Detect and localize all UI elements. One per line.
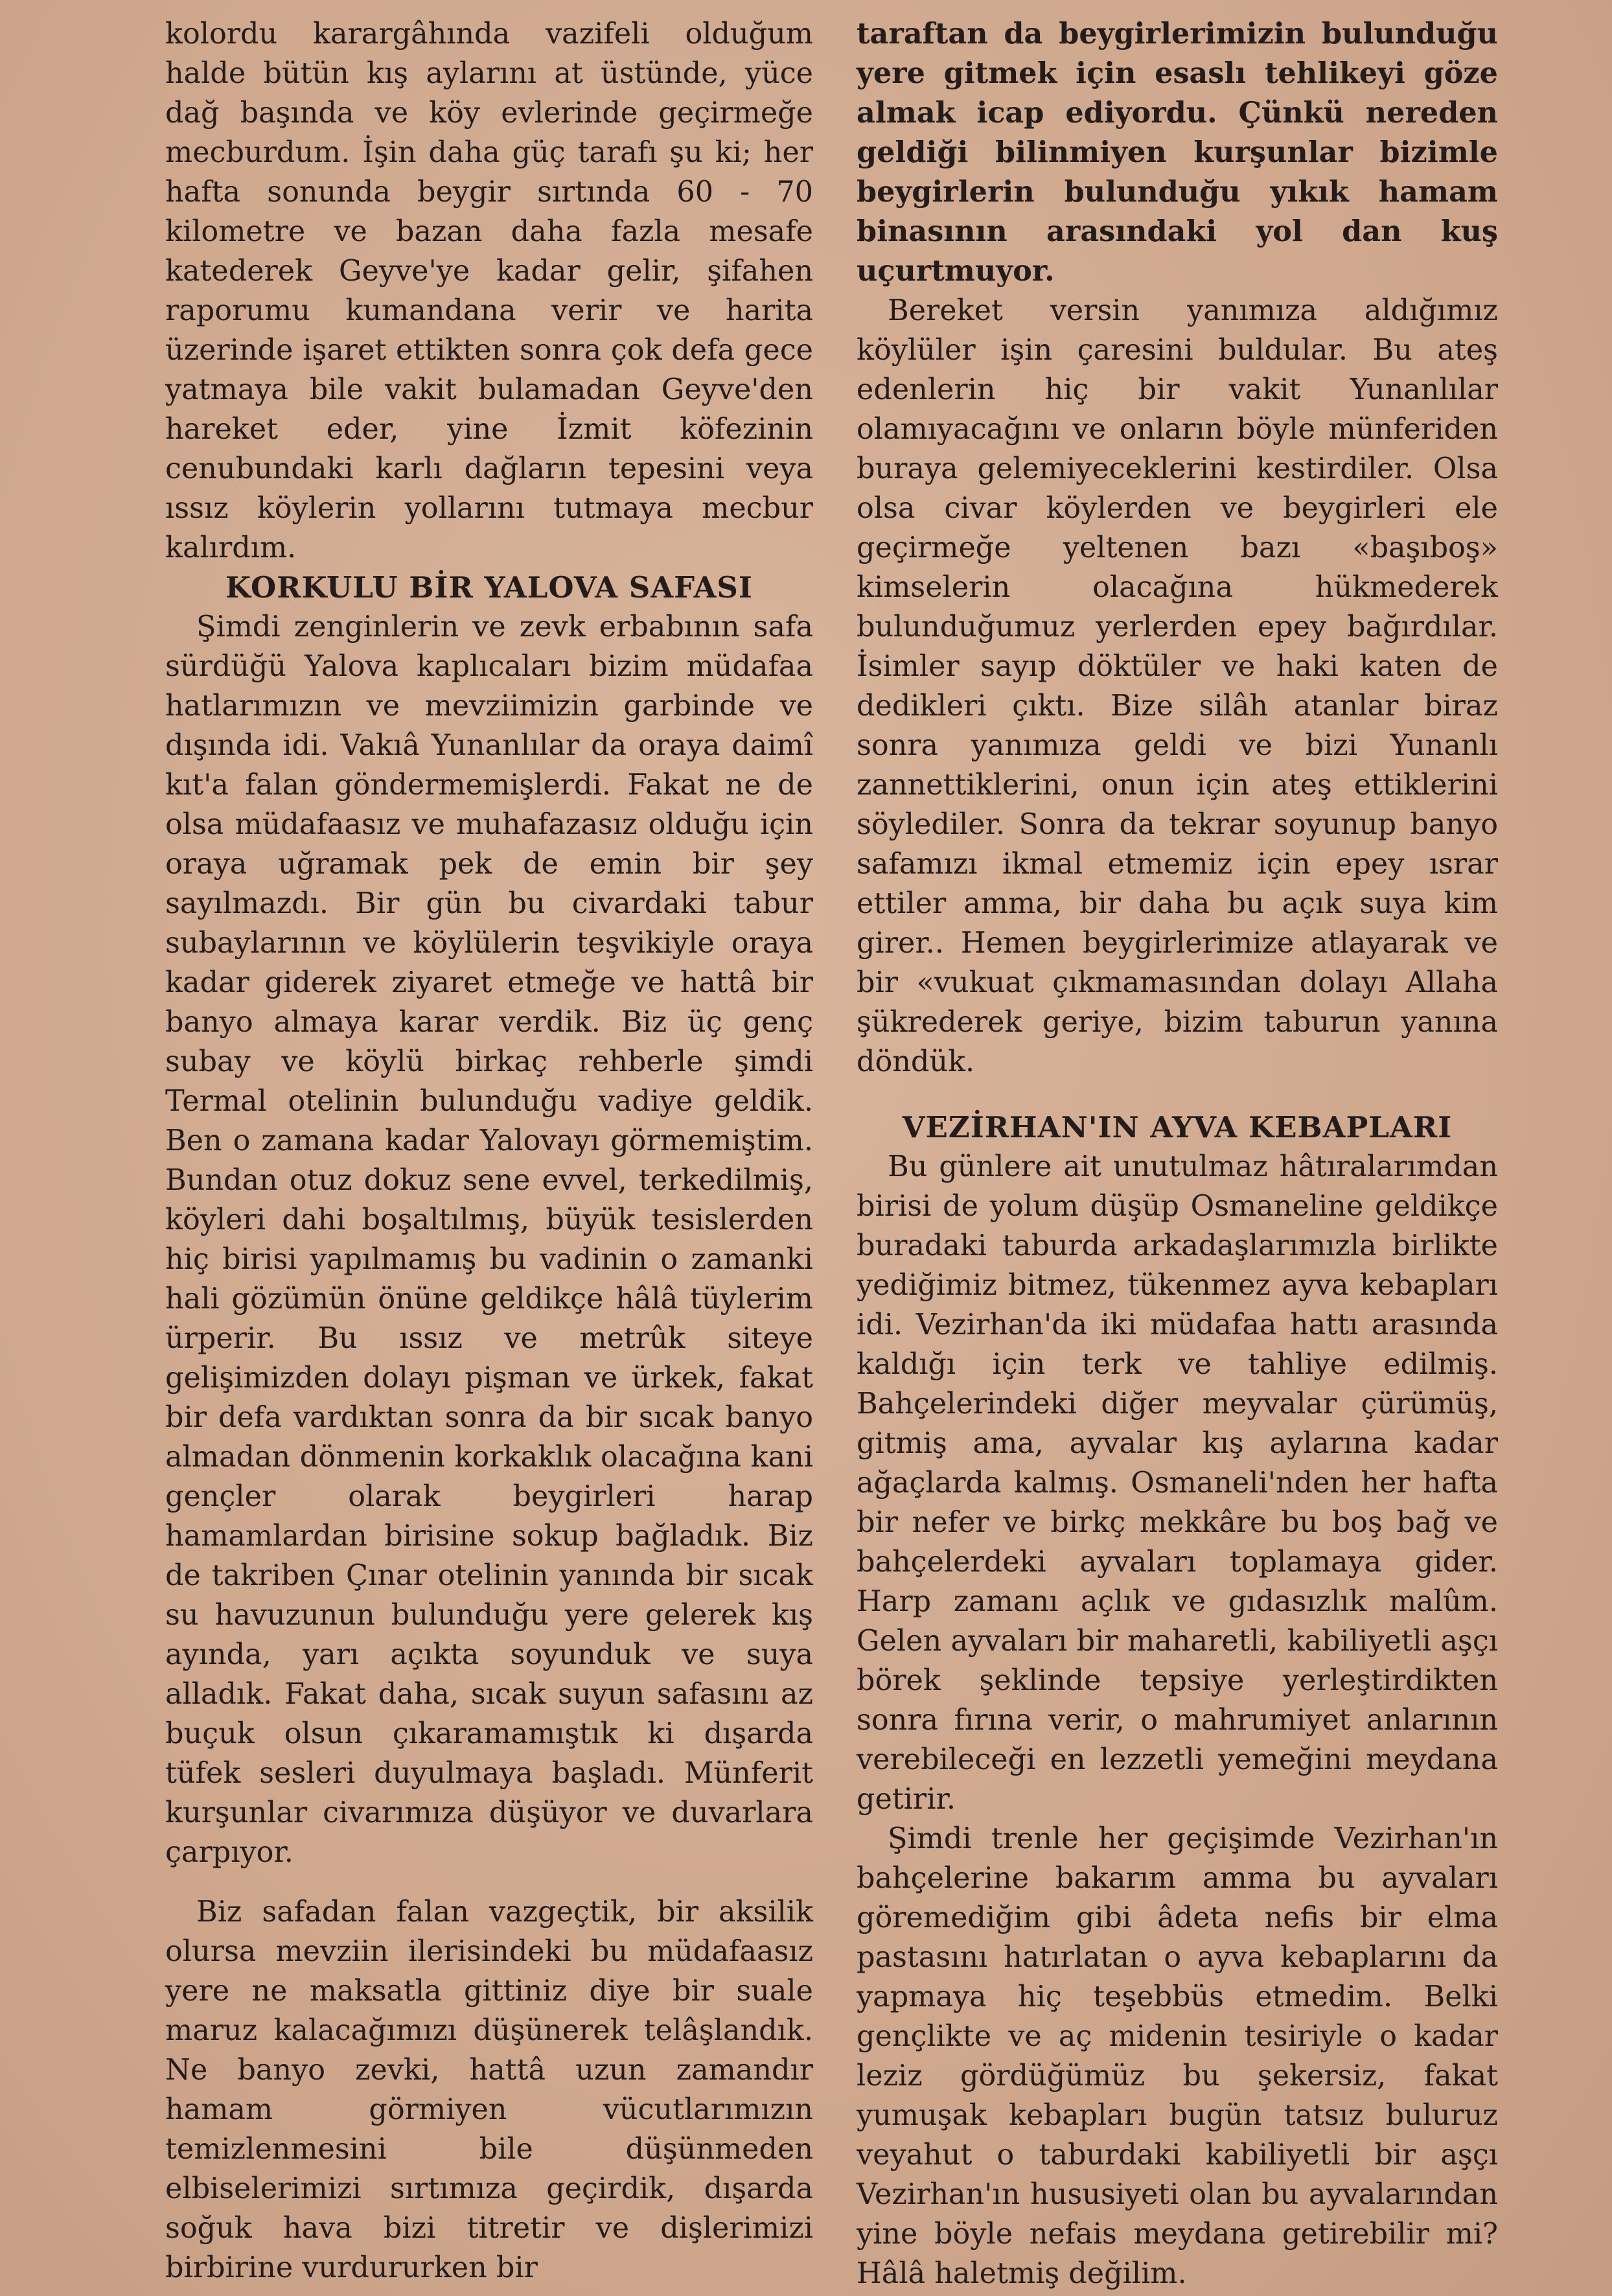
paragraph: taraftan da beygirlerimizin bulunduğu yere gitmek için esaslı tehlikeyi göze almak icap ediyordu. Çünkü nereden geldiği bilinmiyen kurşunlar bizimle beygirlerin bulunduğu yıkık hamam binasının arasındaki yol dan kuş uçurtmuyor. <box>857 17 1498 288</box>
section-heading: VEZİRHAN'IN AYVA KEBAPLARI <box>902 1110 1453 1144</box>
paragraph: kolordu karargâhında vazifeli olduğum halde bütün kış aylarını at üstünde, yüce dağ başında ve köy evlerinde geçirmeğe mecburdum. İşin daha güç tarafı şu ki; her hafta sonunda beygir sırtında 60 - 70 kilometre ve bazan daha fazla mesafe katederek Geyve'ye kadar gelir, şifahen raporumu kumandana verir ve harita üzerinde işaret ettikten sonra çok defa gece yatmaya bile vakit bulamadan Geyve'den hareket eder, yine İzmit köfezinin cenubundaki karlı dağların tepesini veya ıssız köylerin yollarını tutmaya mecbur kalırdım. <box>165 17 813 564</box>
section-heading: KORKULU BİR YALOVA SAFASI <box>225 570 753 605</box>
paragraph: Bu günlere ait unutulmaz hâtıralarımdan birisi de yolum düşüp Osmaneline geldikçe buradaki taburda arkadaşlarımızla birlikte yediğimiz bitmez, tükenmez ayva kebapları idi. Vezirhan'da iki müdafaa hattı arasında kaldığı için terk ve tahliye edilmiş. Bahçelerindeki diğer meyvalar çürümüş, gitmiş ama, ayvalar kış aylarına kadar ağaçlarda kalmış. Osmaneli'nden her hafta bir nefer ve birkç mekkâre bu boş bağ ve bahçelerdeki ayvaları toplamaya gider. Harp zamanı açlık ve gıdasızlık malûm. Gelen ayvaları bir maharetli, kabiliyetli aşçı börek şeklinde tepsiye yerleştirdikten sonra fırına verir, o mahrumiyet anlarının verebileceği en lezzetli yemeğini meydana getirir. <box>857 1150 1498 1816</box>
paragraph: Şimdi zenginlerin ve zevk erbabının safa sürdüğü Yalova kaplıcaları bizim müdafaa hatlarımızın ve mevziimizin garbinde ve dışında idi. Vakıâ Yunanlılar da oraya daimî kıt'a falan göndermemişlerdi. Fakat ne de olsa müdafaasız ve muhafazasız olduğu için oraya uğramak pek de emin bir şey sayılmazdı. Bir gün bu civardaki tabur subaylarının ve köylülerin teşvikiyle oraya kadar giderek ziyaret etmeğe ve hattâ bir banyo almaya karar verdik. Biz üç genç subay ve köylü birkaç rehberle şimdi Termal otelinin bulunduğu vadiye geldik. Ben o zamana kadar Yalovayı görmemiştim. Bundan otuz dokuz sene evvel, terkedilmiş, köyleri dahi boşaltılmış, büyük tesislerden hiç birisi yapılmamış bu vadinin o zamanki hali gözümün önüne geldikçe hâlâ tüylerim ürperir. Bu ıssız ve metrûk siteye gelişimizden dolayı pişman ve ürkek, fakat bir defa vardıktan sonra da bir sıcak banyo almadan dönmenin korkaklık olacağına kani gençler olarak beygirleri harap hamamlardan birisine sokup bağladık. Biz de takriben Çınar otelinin yanında bir sıcak su havuzunun bulunduğu yere gelerek kış ayında, yarı açıkta soyunduk ve suya alladık. Fakat daha, sıcak suyun safasını az buçuk olsun çıkaramamıştık ki dışarda tüfek sesleri duyulmaya başladı. Münferit kurşunlar civarımıza düşüyor ve duvarlara çarpıyor. <box>165 610 813 1869</box>
paragraph: Bereket versin yanımıza aldığımız köylüler işin çaresini buldular. Bu ateş edenlerin hiç bir vakit Yunanlılar olamıyacağını ve onların böyle münferiden buraya gelemiyeceklerini kestirdiler. Olsa olsa civar köylerden ve beygirleri ele geçirmeğe yeltenen bazı «başıboş» kimselerin olacağına hükmederek bulunduğumuz yerlerden epey bağırdılar. İsimler sayıp döktüler ve haki katen de dedikleri çıktı. Bize silâh atanlar biraz sonra yanımıza geldi ve bizi Yunanlı zannettiklerini, onun için ateş ettiklerini söylediler. Sonra da tekrar soyunup banyo safamızı ikmal etmemiz için epey ısrar ettiler amma, bir daha bu açık suya kim girer.. Hemen beygirlerimize atlayarak ve bir «vukuat çıkmamasından dolayı Allaha şükrederek geriye, bizim taburun yanına döndük. <box>857 294 1498 1078</box>
paragraph: Şimdi trenle her geçişimde Vezirhan'ın bahçelerine bakarım amma bu ayvaları göremediğim gibi âdeta nefis bir elma pastasını hatırlatan o ayva kebaplarını da yapmaya hiç teşebbüs etmedim. Belki gençlikte ve aç midenin tesiriyle o kadar leziz gördüğümüz bu şekersiz, fakat yumuşak kebapları bugün tatsız buluruz veyahut o taburdaki kabiliyetli bir aşçı Vezirhan'ın hususiyeti olan bu ayvalarından yine böyle nefais meydana getirebilir mi? Hâlâ haletmiş değilim. <box>857 1822 1498 2290</box>
right-column <box>857 14 1498 2293</box>
paragraph: Biz safadan falan vazgeçtik, bir aksilik olursa mevziin ilerisindeki bu müdafaasız yere ne maksatla gittiniz diye bir suale maruz kalacağımızı düşünerek telâşlandık. Ne banyo zevki, hattâ uzun zamandır hamam görmiyen vücutlarımızın temizlenmesini bile düşünmeden elbiselerimizi sırtımıza geçirdik, dışarda soğuk hava bizi titretir ve dişlerimizi birbirine vurdururken bir <box>165 1896 813 2284</box>
left-column <box>165 14 813 2288</box>
